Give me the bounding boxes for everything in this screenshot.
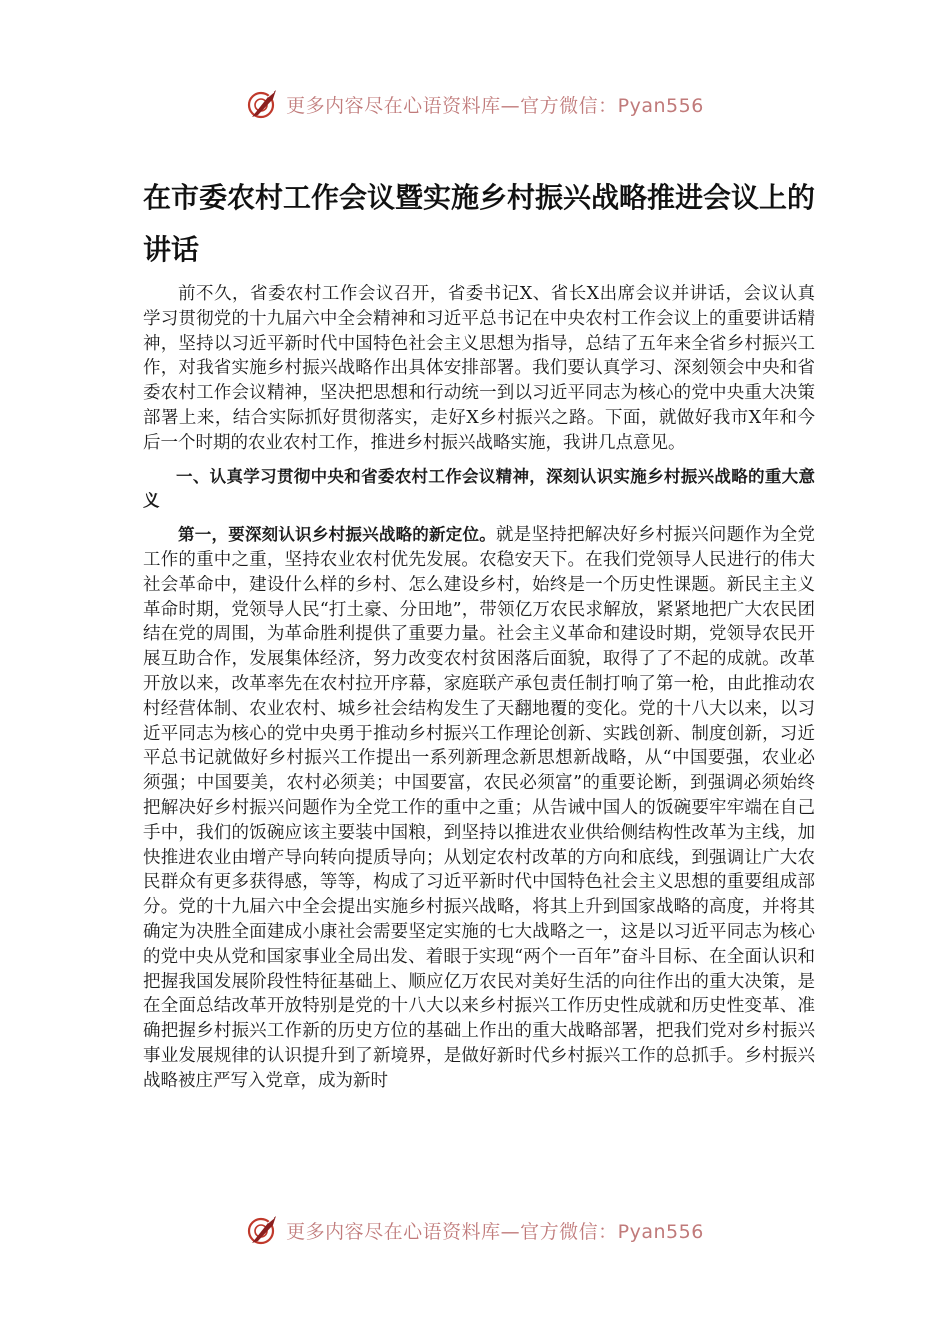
quill-pen-icon <box>246 1213 280 1247</box>
paragraph-lead: 第一，要深刻认识乡村振兴战略的新定位。 <box>178 525 496 545</box>
section-heading: 一、认真学习贯彻中央和省委农村工作会议精神，深刻认识实施乡村振兴战略的重大意义 <box>143 466 815 511</box>
footer-banner-text: 更多内容尽在心语资料库—官方微信：Pyan556 <box>286 1220 704 1243</box>
body-paragraph <box>143 523 815 1093</box>
document-title: 在市委农村工作会议暨实施乡村振兴战略推进会议上的讲话 <box>143 181 816 266</box>
quill-pen-icon <box>246 87 280 121</box>
header-banner-text: 更多内容尽在心语资料库—官方微信：Pyan556 <box>286 94 704 117</box>
footer-banner <box>0 1210 950 1250</box>
document-body <box>143 282 815 1094</box>
paragraph-text: 就是坚持把解决好乡村振兴问题作为全党工作的重中之重，坚持农业农村优先发展。农稳安天下。在我们党领导人民进行的伟大社会革命中，建设什么样的乡村、怎么建设乡村，始终是一个历史性课题。新民主主义革命时期，党领导人民“打土豪、分田地”，带领亿万农民求解放，紧紧地把广大农民团结在党的周围，为革命胜利提供了重要力量。社会主义革命和建设时期，党领导农民开展互助合作，发展集体经济，努力改变农村贫困落后面貌，取得了了不起的成就。改革开放以来，改革率先在农村拉开序幕，家庭联产承包责任制打响了第一枪，由此推动农村经营体制、农业农村、城乡社会结构发生了天翻地覆的变化。党的十八大以来，以习近平同志为核心的党中央勇于推动乡村振兴工作理论创新、实践创新、制度创新，习近平总书记就做好乡村振兴工作提出一系列新理念新思想新战略，从“中国要强，农业必须强；中国要美，农村必须美；中国要富，农民必须富”的重要论断，到强调必须始终把解决好乡村振兴问题作为全党工作的重中之重；从告诫中国人的饭碗要牢牢端在自己手中，我们的饭碗应该主要装中国粮，到坚持以推进农业供给侧结构性改革为主线，加快推进农业由增产导向转向提质导向；从划定农村改革的方向和底线，到强调让广大农民群众有更多获得感，等等，构成了习近平新时代中国特色社会主义思想的重要组成部分。党的十九届六中全会提出实施乡村振兴战略，将其上升到国家战略的高度，并将其确定为决胜全面建成小康社会需要坚定实施的七大战略之一，这是以习近平同志为核心的党中央从党和国家事业全局出发、着眼于实现“两个一百年”奋斗目标、在全面认识和把握我国发展阶段性特征基础上、顺应亿万农民对美好生活的向往作出的重大决策，是在全面总结改革开放特别是党的十八大以来乡村振兴工作历史性成就和历史性变革、准确把握乡村振兴工作新的历史方位的基础上作出的重大战略部署，把我们党对乡村振兴事业发展规律的认识提升到了新境界，是做好新时代乡村振兴工作的总抓手。乡村振兴战略被庄严写入党章，成为新时 <box>143 525 816 1091</box>
header-banner <box>0 84 950 124</box>
intro-paragraph: 前不久，省委农村工作会议召开，省委书记X、省长X出席会议并讲话，会议认真学习贯彻党的十九届六中全会精神和习近平总书记在中央农村工作会议上的重要讲话精神，坚持以习近平新时代中国特色社会主义思想为指导，总结了五年来全省乡村振兴工作，对我省实施乡村振兴战略作出具体安排部署。我们要认真学习、深刻领会中央和省委农村工作会议精神，坚决把思想和行动统一到以习近平同志为核心的党中央重大决策部署上来，结合实际抓好贯彻落实，走好X乡村振兴之路。下面，就做好我市X年和今后一个时期的农业农村工作，推进乡村振兴战略实施，我讲几点意见。 <box>143 284 815 453</box>
